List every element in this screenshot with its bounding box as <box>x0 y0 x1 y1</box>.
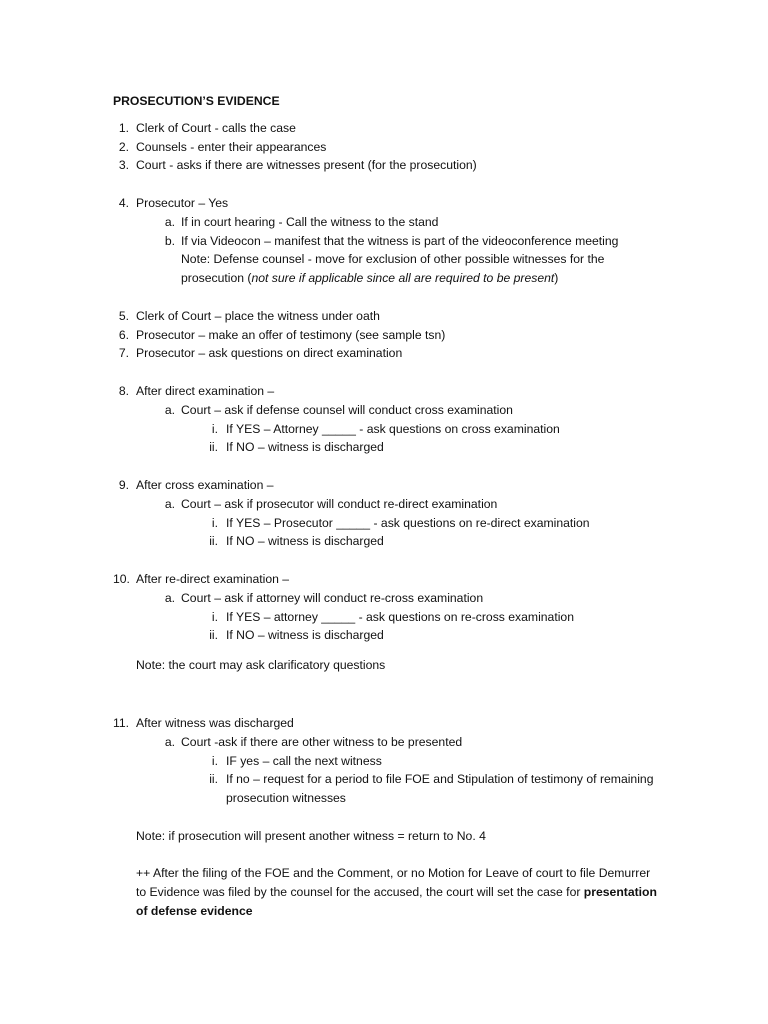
sub-sub-item <box>113 438 693 457</box>
sub-sub-item-text: If NO – witness is discharged <box>226 534 384 549</box>
sub-sub-item-text: If YES – Prosecutor _____ - ask questions on re-direct examination <box>226 515 590 530</box>
roman-numeral: i. <box>211 609 218 624</box>
item-text: After re-direct examination – <box>136 571 290 586</box>
roman-numeral: i. <box>211 753 218 768</box>
list-item <box>113 570 693 589</box>
list-item <box>113 476 693 495</box>
roman-numeral: ii. <box>209 440 218 455</box>
roman-numeral: ii. <box>209 628 218 643</box>
clarificatory-note: Note: the court may ask clarificatory questions <box>136 658 386 673</box>
item-text: After direct examination – <box>136 383 275 398</box>
item-number: 7. <box>118 346 129 361</box>
final-bold-text: presentation <box>583 885 657 900</box>
sub-item-letter: b. <box>164 233 175 248</box>
sub-sub-item <box>113 532 693 551</box>
sub-sub-item-continuation: prosecution witnesses <box>226 791 346 806</box>
sub-item <box>113 733 693 752</box>
list-item <box>113 307 693 326</box>
list-item <box>113 194 693 213</box>
note-text: prosecution ( <box>181 271 252 286</box>
sub-sub-item-text: If YES – Attorney _____ - ask questions on cross examination <box>226 421 560 436</box>
final-paragraph-line-3: of defense evidence <box>136 903 253 918</box>
sub-item-letter: a. <box>164 496 175 511</box>
item-number: 1. <box>118 120 129 135</box>
sub-sub-item <box>113 770 693 789</box>
sub-item-letter: a. <box>164 590 175 605</box>
sub-item <box>113 589 693 608</box>
sub-item-text: Court – ask if attorney will conduct re-cross examination <box>181 590 484 605</box>
sub-item-text: Court – ask if prosecutor will conduct re-direct examination <box>181 496 498 511</box>
item-number: 11. <box>113 715 130 730</box>
sub-item-letter: a. <box>164 734 175 749</box>
item-text: After witness was discharged <box>136 715 294 730</box>
item-number: 8. <box>118 383 129 398</box>
item-text: Prosecutor – ask questions on direct examination <box>136 346 403 361</box>
list-item <box>113 156 693 175</box>
final-paragraph-line-1: ++ After the filing of the FOE and the Comment, or no Motion for Leave of court to file Demurrer <box>136 866 651 881</box>
sub-sub-item-text: IF yes – call the next witness <box>226 753 382 768</box>
item-text: Clerk of Court - calls the case <box>136 120 296 135</box>
sub-item <box>113 495 693 514</box>
sub-sub-item <box>113 420 693 439</box>
note-italic-text: not sure if applicable since all are required to be present <box>251 271 555 286</box>
item-text: Court - asks if there are witnesses present (for the prosecution) <box>136 158 477 173</box>
roman-numeral: i. <box>211 421 218 436</box>
defense-note-line-2 <box>113 269 693 288</box>
item-number: 3. <box>118 158 129 173</box>
item-number: 4. <box>118 195 129 210</box>
list-item <box>113 344 693 363</box>
item-number: 5. <box>118 308 129 323</box>
list-item <box>113 119 693 138</box>
roman-numeral: i. <box>211 515 218 530</box>
roman-numeral: ii. <box>209 772 218 787</box>
list-item <box>113 138 693 157</box>
sub-item <box>113 401 693 420</box>
sub-sub-item-text: If NO – witness is discharged <box>226 440 384 455</box>
sub-item-letter: a. <box>164 214 175 229</box>
document-content <box>113 92 693 921</box>
list-item <box>113 382 693 401</box>
sub-item <box>113 213 693 232</box>
roman-numeral: ii. <box>209 534 218 549</box>
list-item <box>113 326 693 345</box>
item-text: Clerk of Court – place the witness under oath <box>136 308 380 323</box>
sub-sub-item <box>113 752 693 771</box>
item-number: 9. <box>118 477 129 492</box>
item-text: Prosecutor – Yes <box>136 195 229 210</box>
sub-sub-item-text: If no – request for a period to file FOE and Stipulation of testimony of remaining <box>226 772 654 787</box>
item-text: Prosecutor – make an offer of testimony (see sample tsn) <box>136 327 446 342</box>
document-title: PROSECUTION’S EVIDENCE <box>113 94 280 108</box>
sub-item-text: If via Videocon – manifest that the witness is part of the videoconference meeting <box>181 233 619 248</box>
sub-sub-item <box>113 608 693 627</box>
sub-sub-item <box>113 626 693 645</box>
final-text: to Evidence was filed by the counsel for the accused, the court will set the case for <box>136 885 584 900</box>
note-text: ) <box>554 271 559 286</box>
item-text: Counsels - enter their appearances <box>136 139 327 154</box>
sub-sub-item-text: If YES – attorney _____ - ask questions on re-cross examination <box>226 609 574 624</box>
item-text: After cross examination – <box>136 477 274 492</box>
sub-sub-item-text: If NO – witness is discharged <box>226 628 384 643</box>
sub-item-text: Court -ask if there are other witness to be presented <box>181 734 463 749</box>
sub-item <box>113 232 693 251</box>
sub-sub-item <box>113 514 693 533</box>
item-number: 2. <box>118 139 129 154</box>
defense-note-line-1: Note: Defense counsel - move for exclusion of other possible witnesses for the <box>181 252 605 267</box>
sub-item-letter: a. <box>164 402 175 417</box>
item-number: 10. <box>113 571 130 586</box>
return-note: Note: if prosecution will present another witness = return to No. 4 <box>136 828 486 843</box>
final-paragraph-line-2 <box>113 883 693 902</box>
sub-item-text: Court – ask if defense counsel will conduct cross examination <box>181 402 513 417</box>
sub-item-text: If in court hearing - Call the witness to the stand <box>181 214 439 229</box>
list-item <box>113 714 693 733</box>
item-number: 6. <box>118 327 129 342</box>
